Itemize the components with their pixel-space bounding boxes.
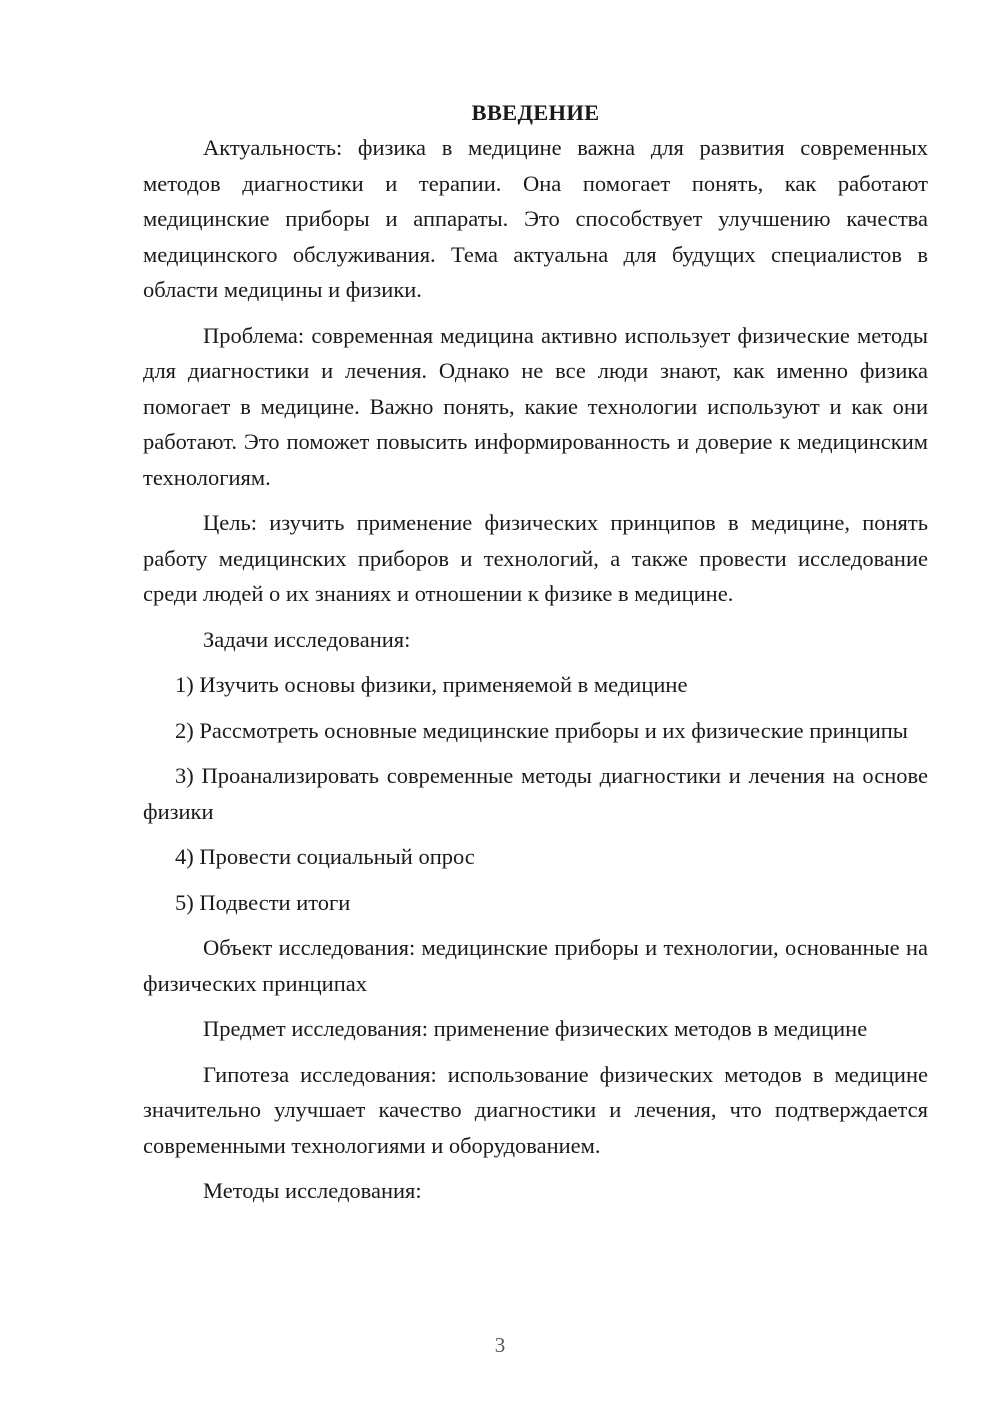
methods-heading: Методы исследования: [203,1178,422,1203]
section-title: ВВЕДЕНИЕ [471,100,600,125]
hypothesis-paragraph: Гипотеза исследования: использование физических методов в медицине значительно улучшает качество диагностики и лечения, что подтверждается современными технологиями и оборудованием. [143,1061,928,1158]
goal-paragraph: Цель: изучить применение физических принципов в медицине, понять работу медицинских приборов и технологий, а также провести исследование среди людей о их знаниях и отношении к физике в медицине. [143,510,928,606]
task-item-1: 1) Изучить основы физики, применяемой в медицине [175,672,688,697]
document-page [143,95,928,1219]
object-paragraph: Объект исследования: медицинские приборы и технологии, основанные на физических принципах [143,935,928,996]
subject-paragraph: Предмет исследования: применение физических методов в медицине [203,1016,868,1041]
task-item-2: 2) Рассмотреть основные медицинские приборы и их физические принципы [175,717,908,743]
problem-paragraph: Проблема: современная медицина активно использует физические методы для диагностики и лечения. Однако не все люди знают, как именно физика помогает в медицине. Важно понять, какие технологии используют и как они работают. Это поможет повысить информированность и доверие к медицинским технологиям. [143,322,928,490]
task-item-4: 4) Провести социальный опрос [175,844,475,869]
tasks-heading: Задачи исследования: [203,626,411,652]
relevance-paragraph: Актуальность: физика в медицине важна для развития современных методов диагностики и терапии. Она помогает понять, как работают медицинские приборы и аппараты. Это способствует улучшению качества медицинского обслуживания. Тема актуальна для будущих специалистов в области медицины и физики. [143,135,928,302]
page-number: 3 [494,1333,506,1357]
task-item-5: 5) Подвести итоги [175,889,351,915]
task-item-3: 3) Проанализировать современные методы диагностики и лечения на основе физики [143,763,928,824]
